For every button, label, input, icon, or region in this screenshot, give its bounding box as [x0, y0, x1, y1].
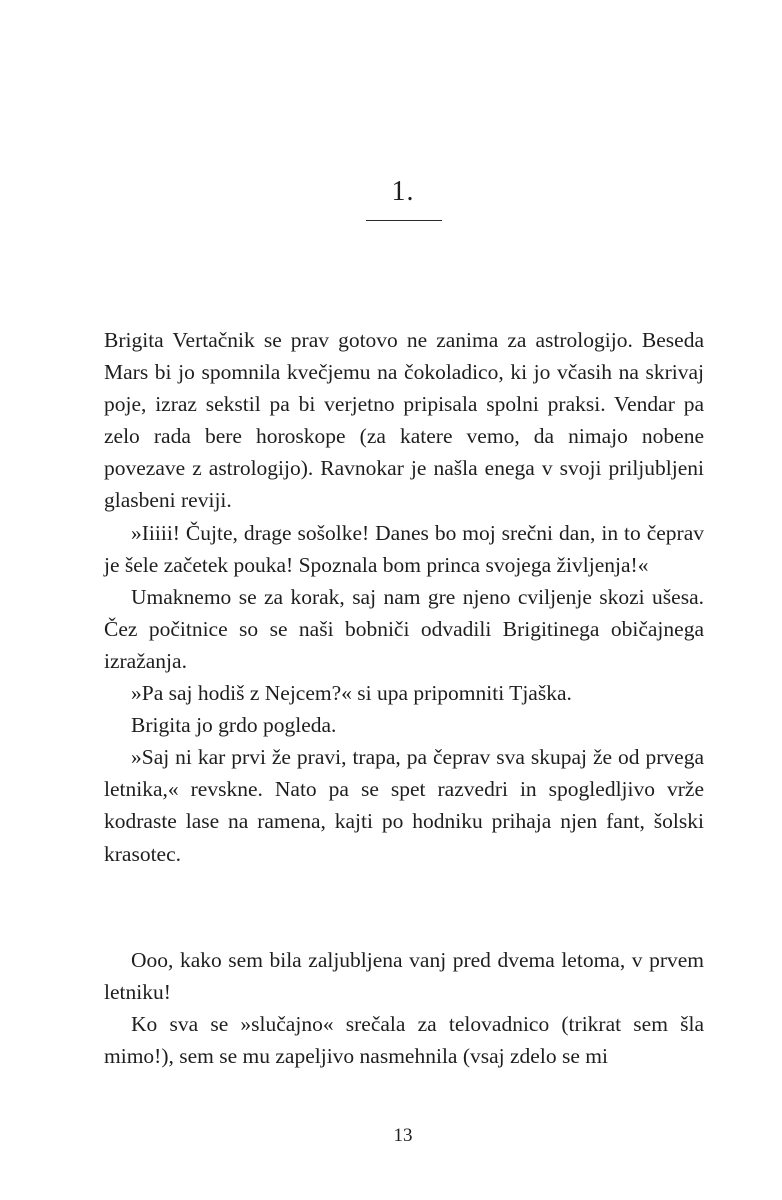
chapter-number: 1.: [391, 176, 415, 207]
paragraph: Ooo, kako sem bila zaljubljena vanj pred dvema letoma, v prvem letniku!: [104, 948, 704, 1005]
body-text-section-one: [104, 324, 704, 870]
chapter-divider: [366, 220, 442, 221]
paragraph: »Saj ni kar prvi že pravi, trapa, pa čeprav sva skupaj že od prvega letnika,« revskne. Nato pa se spet razvedri in spogledljivo vrže kodraste lase na ramena, kajti po hodniku prihaja njen fant, šolski krasotec.: [104, 745, 704, 866]
page-number: 13: [393, 1125, 413, 1146]
paragraph: Brigita Vertačnik se prav gotovo ne zanima za astrologijo. Beseda Mars bi jo spomnila kvečjemu na čokoladico, ki jo včasih na skrivaj poje, izraz sekstil pa bi verjetno pripisala spolni praksi. Vendar pa zelo rada bere horoskope (za katere vemo, da nimajo nobene povezave z astrologijo). Ravnokar je našla enega v svoji priljubljeni glasbeni reviji.: [104, 328, 704, 513]
body-text-section-two: [104, 944, 704, 1072]
paragraph: »Iiiii! Čujte, drage sošolke! Danes bo moj srečni dan, in to čeprav je šele začetek pouka! Spoznala bom princa svojega življenja!«: [104, 520, 704, 577]
paragraph: Umaknemo se za korak, saj nam gre njeno cviljenje skozi ušesa. Čez počitnice so se naši bobniči odvadili Brigitinega običajnega izražanja.: [104, 584, 704, 673]
paragraph: Brigita jo grdo pogleda.: [131, 713, 337, 738]
paragraph: »Pa saj hodiš z Nejcem?« si upa pripomniti Tjaška.: [131, 681, 572, 706]
paragraph: Ko sva se »slučajno« srečala za telovadnico (trikrat sem šla mimo!), sem se mu zapeljivo nasmehnila (vsaj zdelo se mi: [104, 1012, 704, 1069]
